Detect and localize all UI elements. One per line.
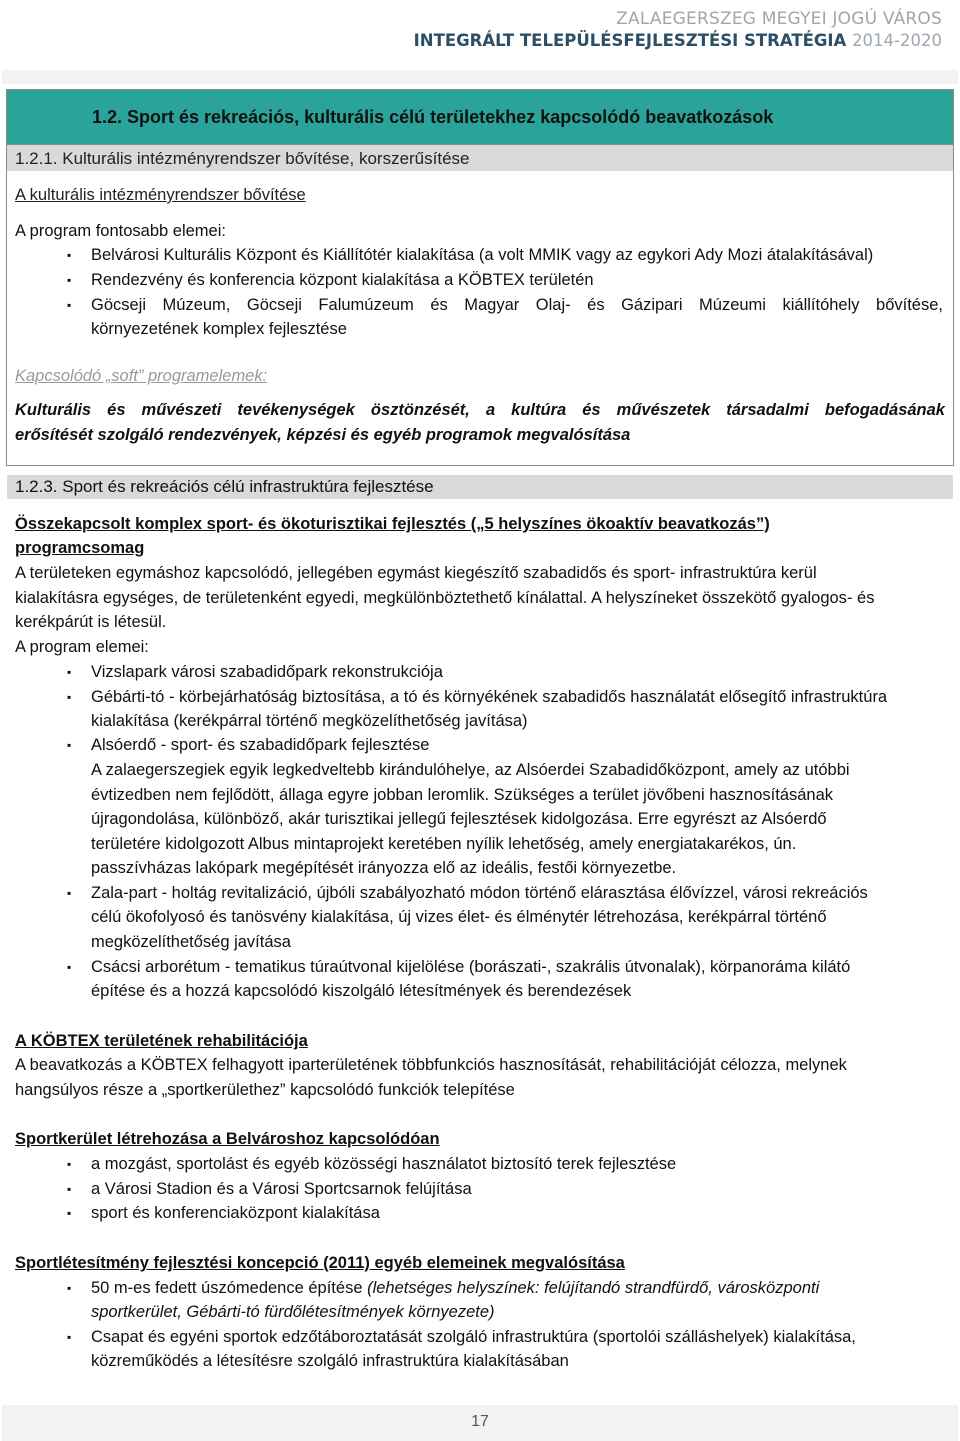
header-city: ZALAEGERSZEG MEGYEI JOGÚ VÁROS <box>616 9 942 29</box>
list-item-detail: területére kidolgozott Albus mintaprojekt keretében nyílik lehetőség, amely energiatakarékos, ún. <box>91 835 797 853</box>
bullet-icon: ▪ <box>67 738 72 752</box>
list-item-detail: A zalaegerszegiek egyik legkedveltebb kirándulóhelye, az Alsóerdei Szabadidőközpont, amely az utóbbi <box>91 761 850 779</box>
list-item: Göcseji Múzeum, Göcseji Falumúzeum és Magyar Olaj- és Gázipari Múzeumi kiállítóhely bővítése, <box>91 296 943 314</box>
bullet-icon: ▪ <box>67 1157 72 1171</box>
list-item: Belvárosi Kulturális Központ és Kiállítótér kialakítása (a volt MMIK vagy az egykori Ady Mozi átalakításával) <box>91 246 874 264</box>
section3-paragraph-line: hangsúlyos része a „sportkerülethez” kapcsolódó funkciók telepítése <box>15 1081 515 1099</box>
bullet-icon: ▪ <box>67 273 72 287</box>
bullet-icon: ▪ <box>67 298 72 312</box>
section2-intro: A program elemei: <box>15 638 149 656</box>
bullet-icon: ▪ <box>67 960 72 974</box>
list-item: Rendezvény és konferencia központ kialakítása a KÖBTEX területén <box>91 271 594 289</box>
section2-paragraph-line: kerékpárút is létesül. <box>15 613 167 631</box>
section3-paragraph-line: A beavatkozás a KÖBTEX felhagyott iparterületének többfunkciós hasznosítását, rehabilitációját célozza, melynek <box>15 1056 847 1074</box>
list-item: Zala-part - holtág revitalizáció, újbóli szabályozható módon történő elárasztása élővízzel, városi rekreációs <box>91 884 868 902</box>
header-rule <box>2 70 958 84</box>
list-item: a mozgást, sportolást és egyéb közösségi használatot biztosító terek fejlesztése <box>91 1155 677 1173</box>
section4-heading: Sportkerület létrehozása a Belvároshoz kapcsolódóan <box>15 1130 440 1148</box>
section5-heading: Sportlétesítmény fejlesztési koncepció (2011) egyéb elemeinek megvalósítása <box>15 1254 625 1272</box>
header-years: 2014-2020 <box>852 31 942 50</box>
list-item: Vizslapark városi szabadidőpark rekonstrukciója <box>91 663 443 681</box>
soft-text-line1: Kulturális és művészeti tevékenységek ösztönzését, a kultúra és művészetek társadalmi befogadásának <box>15 401 945 419</box>
page-header <box>414 8 942 52</box>
list-item: a Városi Stadion és a Városi Sportcsarnok felújítása <box>91 1180 472 1198</box>
list-item-continued: sportkerület, Gébárti-tó fürdőlétesítmények környezete) <box>91 1303 495 1321</box>
section1-title: 1.2. Sport és rekreációs, kulturális célú területekhez kapcsolódó beavatkozások <box>92 107 774 127</box>
header-strategy-text: INTEGRÁLT TELEPÜLÉSFEJLESZTÉSI STRATÉGIA <box>413 31 853 50</box>
section2-heading-line2: programcsomag <box>15 539 145 557</box>
list-item: sport és konferenciaközpont kialakítása <box>91 1204 380 1222</box>
bullet-icon: ▪ <box>67 1330 72 1344</box>
bullet-icon: ▪ <box>67 1281 72 1295</box>
soft-text-line2: erősítését szolgáló rendezvények, képzési és egyéb programok megvalósítása <box>15 426 631 444</box>
list-item-text: 50 m-es fedett úszómedence építése <box>91 1279 368 1297</box>
section2-title: 1.2.3. Sport és rekreációs célú infrastruktúra fejlesztése <box>15 477 434 496</box>
section1-heading: A kulturális intézményrendszer bővítése <box>15 186 306 204</box>
list-item: Csácsi arborétum - tematikus túraútvonal kijelölése (borászati-, szakrális útvonalak), körpanoráma kilátó <box>91 958 851 976</box>
page-number: 17 <box>471 1413 489 1430</box>
bullet-icon: ▪ <box>67 665 72 679</box>
list-item-continued: célú ökofolyosó és tanösvény kialakítása, új vizes élet- és élménytér létrehozása, kerékpárral történő <box>91 908 827 926</box>
section2-paragraph-line: A területeken egymáshoz kapcsolódó, jellegében egymást kiegészítő szabadidős és sport- infrastruktúra kerül <box>15 564 817 582</box>
section1-intro: A program fontosabb elemei: <box>15 222 226 240</box>
bullet-icon: ▪ <box>67 886 72 900</box>
bullet-icon: ▪ <box>67 1206 72 1220</box>
section3-heading: A KÖBTEX területének rehabilitációja <box>15 1032 308 1050</box>
list-item-continued: építése és a hozzá kapcsolódó kiszolgáló létesítmények és berendezések <box>91 982 632 1000</box>
bullet-icon: ▪ <box>67 248 72 262</box>
bullet-icon: ▪ <box>67 1182 72 1196</box>
section2-paragraph-line: kialakításra egységes, de területenként egyedi, megkülönböztethető kínálattal. A helyszíneket összekötő gyalogos- és <box>15 589 875 607</box>
list-item: Alsóerdő - sport- és szabadidőpark fejlesztése <box>91 736 430 754</box>
list-item: Gébárti-tó - körbejárhatóság biztosítása, a tó és környékének szabadidős használatát elősegítő infrastruktúra <box>91 688 888 706</box>
list-item-continued: környezetének komplex fejlesztése <box>91 320 347 338</box>
list-item-detail: évtizedben nem fejlődött, állaga egyre jobban leromlik. Szükséges a terület jövőbeni hasznosításának <box>91 786 834 804</box>
soft-heading: Kapcsolódó „soft” programelemek: <box>15 367 268 385</box>
section1-subtitle: 1.2.1. Kulturális intézményrendszer bővítése, korszerűsítése <box>15 149 470 168</box>
list-item-continued: közreműködés a létesítésre szolgáló infrastruktúra kialakításában <box>91 1352 569 1370</box>
list-item-italic-note: (lehetséges helyszínek: felújítandó strandfürdő, városközponti <box>367 1279 820 1297</box>
list-item-detail: újragondolása, különböző, akár turisztikai jellegű fejlesztések kidolgozása. Erre egyrészt az Alsóerdő <box>91 810 827 828</box>
bullet-icon: ▪ <box>67 690 72 704</box>
list-item-detail: passzívházas lakópark megépítését irányozza elő az ideális, festői környezetbe. <box>91 859 677 877</box>
list-item: Csapat és egyéni sportok edzőtáboroztatását szolgáló infrastruktúra (sportolói szálláshelyek) kialakítása, <box>91 1328 856 1346</box>
list-item-continued: kialakítása (kerékpárral történő megközelíthetőség javítása) <box>91 712 528 730</box>
list-item <box>91 1278 819 1298</box>
header-strategy <box>414 30 942 52</box>
list-item-continued: megközelíthetőség javítása <box>91 933 291 951</box>
section2-heading-line1: Összekapcsolt komplex sport- és ökoturisztikai fejlesztés („5 helyszínes ökoaktív beavatkozás”) <box>15 515 770 533</box>
